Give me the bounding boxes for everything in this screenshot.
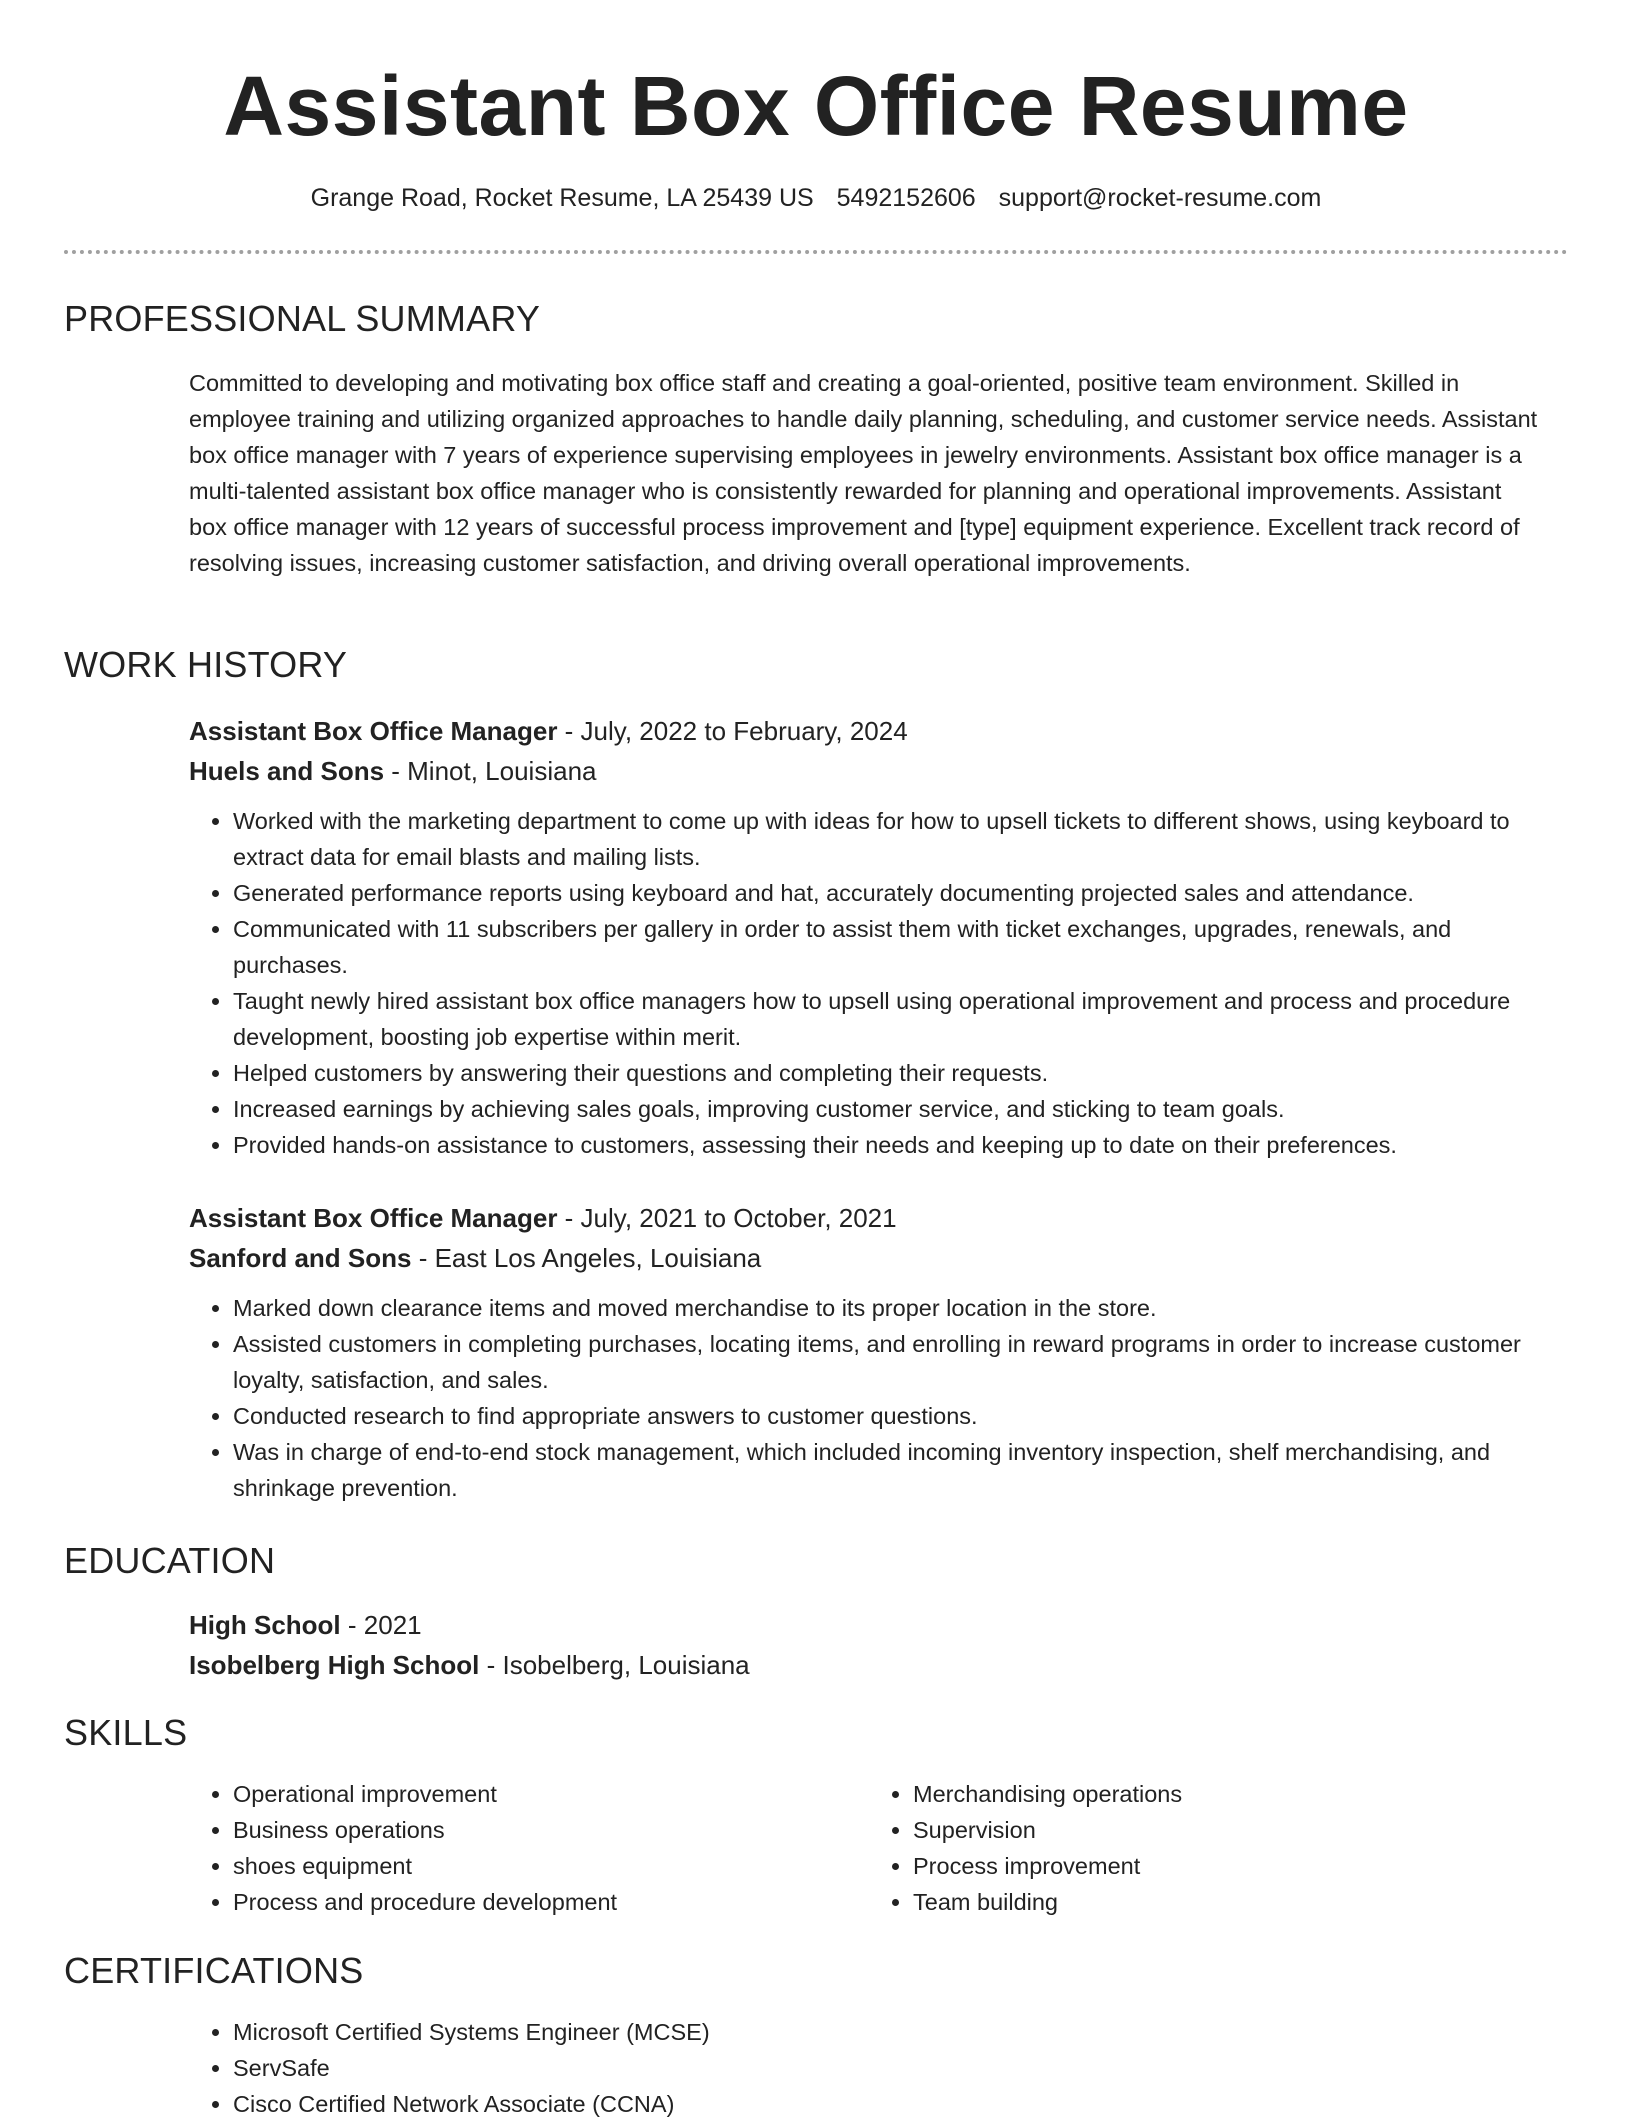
skill-item: • Operational improvement [233,1776,869,1812]
job-bullets [189,1290,1569,1506]
education-degree: High School [189,1610,341,1640]
education-degree-line [189,1605,1569,1645]
job-dates: - July, 2022 to February, 2024 [557,716,908,746]
certifications-heading: CERTIFICATIONS [64,1950,364,1991]
certification-item: • Cisco Certified Network Associate (CCNA) [233,2086,1613,2122]
job-bullet: • Taught newly hired assistant box office managers how to upsell using operational improvement and process and procedure development, boosting job expertise within merit. [233,983,1569,1055]
education-school: Isobelberg High School [189,1650,480,1680]
skill-item: • Merchandising operations [913,1776,1549,1812]
skill-item: • Process and procedure development [233,1884,869,1920]
header-divider [64,250,1568,254]
resume-title: Assistant Box Office Resume [223,59,1409,153]
certification-item: • Microsoft Certified Systems Engineer (MCSE) [233,2014,1613,2050]
education-school-line [189,1645,1569,1685]
skills-heading: SKILLS [64,1712,188,1753]
contact-phone: 5492152606 [836,184,976,212]
job-bullet: • Helped customers by answering their questions and completing their requests. [233,1055,1569,1091]
job-company: Huels and Sons [189,756,385,786]
job-bullets [189,803,1569,1163]
job-title-line [189,1198,1569,1238]
summary-heading: PROFESSIONAL SUMMARY [64,298,541,339]
job-bullet: • Conducted research to find appropriate answers to customer questions. [233,1398,1569,1434]
job-title: Assistant Box Office Manager [189,1203,558,1233]
job-title-line [189,711,1569,751]
job-location: - East Los Angeles, Louisiana [411,1243,762,1273]
job-company: Sanford and Sons [189,1243,412,1273]
job-bullet: • Marked down clearance items and moved merchandise to its proper location in the store. [233,1290,1569,1326]
job-entry [189,1198,1569,1506]
job-entry [189,711,1569,1163]
contact-address: Grange Road, Rocket Resume, LA 25439 US [310,184,814,212]
skills-grid [189,1776,1569,1920]
education-entry [189,1605,1569,1685]
job-location: - Minot, Louisiana [384,756,597,786]
job-bullet: • Worked with the marketing department to come up with ideas for how to upsell tickets to different shows, using keyboard to extract data for email blasts and mailing lists. [233,803,1569,875]
contact-email: support@rocket-resume.com [998,184,1322,212]
skill-item: • shoes equipment [233,1848,869,1884]
skill-item: • Team building [913,1884,1549,1920]
job-bullet: • Generated performance reports using keyboard and hat, accurately documenting projected sales and attendance. [233,875,1569,911]
job-bullet: • Communicated with 11 subscribers per gallery in order to assist them with ticket exchanges, upgrades, renewals, and purchases. [233,911,1569,983]
skill-item: • Business operations [233,1812,869,1848]
education-year: - 2021 [340,1610,422,1640]
certifications-list [189,2014,1613,2122]
skills-column-right [869,1776,1549,1920]
work-history-heading: WORK HISTORY [64,644,348,685]
education-location: - Isobelberg, Louisiana [479,1650,750,1680]
skills-column-left [189,1776,869,1920]
contact-line [0,182,1632,214]
summary-text: Committed to developing and motivating box office staff and creating a goal-oriented, positive team environment. Skilled in employee training and utilizing organized approaches to handle daily planning, scheduling, and customer service needs. Assistant box office manager with 7 years of experience supervising employees in jewelry environments. Assistant box office manager is a multi-talented assistant box office manager who is consistently rewarded for planning and operational improvements. Assistant box office manager with 12 years of successful process improvement and [type] equipment experience. Excellent track record of resolving issues, increasing customer satisfaction, and driving overall operational improvements. [189,370,1538,576]
job-bullet: • Assisted customers in completing purchases, locating items, and enrolling in reward programs in order to increase customer loyalty, satisfaction, and sales. [233,1326,1569,1398]
skill-item: • Supervision [913,1812,1549,1848]
job-dates: - July, 2021 to October, 2021 [557,1203,897,1233]
job-bullet: • Was in charge of end-to-end stock management, which included incoming inventory inspection, shelf merchandising, and shrinkage prevention. [233,1434,1569,1506]
job-title: Assistant Box Office Manager [189,716,558,746]
job-company-line [189,1238,1569,1278]
skill-item: • Process improvement [913,1848,1549,1884]
education-heading: EDUCATION [64,1540,276,1581]
certification-item: • ServSafe [233,2050,1613,2086]
job-bullet: • Increased earnings by achieving sales goals, improving customer service, and sticking to team goals. [233,1091,1569,1127]
job-company-line [189,751,1569,791]
job-bullet: • Provided hands-on assistance to customers, assessing their needs and keeping up to date on their preferences. [233,1127,1569,1163]
